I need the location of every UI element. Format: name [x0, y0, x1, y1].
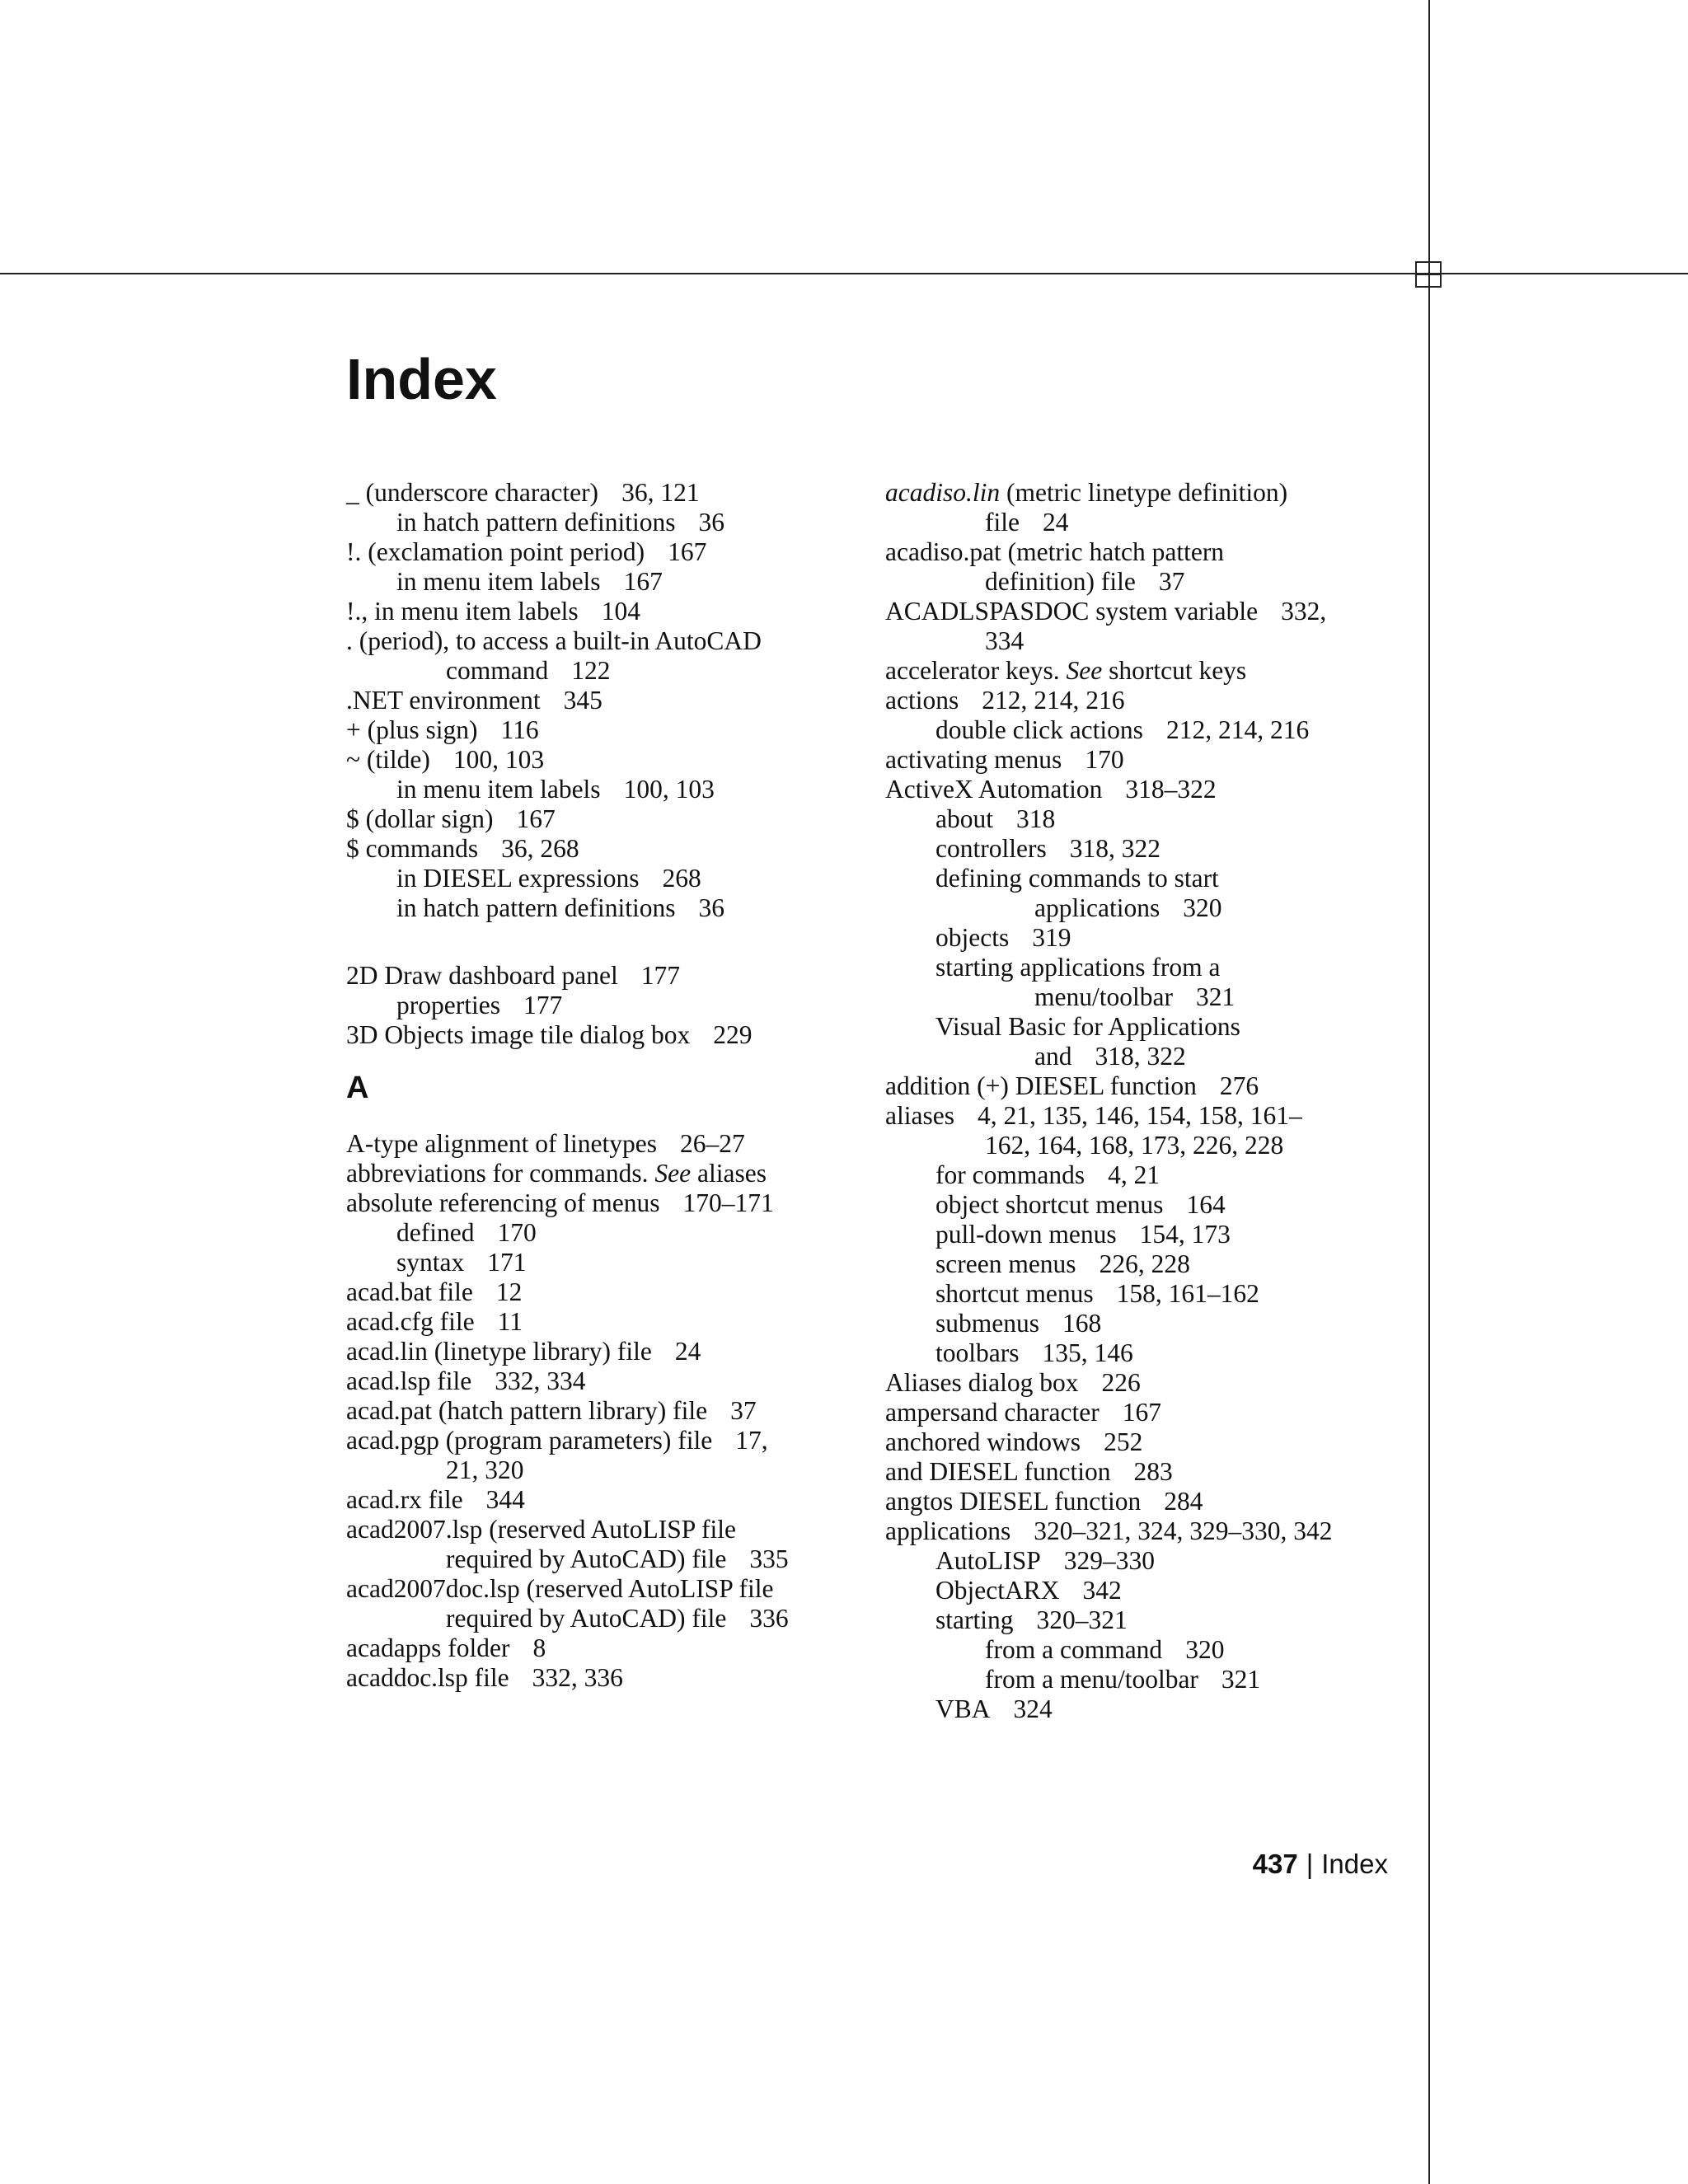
entry-pages: 167	[1122, 1398, 1161, 1427]
entry-term: and DIESEL function	[885, 1457, 1111, 1486]
entry-pages: 212, 214, 216	[1165, 715, 1310, 744]
see-reference: See	[654, 1159, 692, 1188]
index-entry	[885, 1546, 1413, 1576]
entry-term: submenus	[935, 1309, 1039, 1338]
index-entry	[885, 1101, 1413, 1131]
index-entry	[346, 804, 857, 834]
index-entry	[885, 567, 1413, 597]
entry-term: accelerator keys.	[885, 656, 1060, 685]
entry-pages: 344	[485, 1485, 525, 1514]
entry-term: 21, 320	[446, 1455, 524, 1484]
index-entry	[346, 686, 857, 715]
entry-term: starting applications from a	[935, 953, 1221, 982]
entry-pages: 122	[571, 656, 611, 685]
index-entry	[346, 1307, 857, 1337]
index-entry	[346, 1485, 857, 1515]
index-entry	[346, 775, 857, 804]
entry-pages: 164	[1186, 1190, 1226, 1219]
index-entry	[885, 1605, 1413, 1635]
entry-pages: 320–321, 324, 329–330, 342	[1034, 1516, 1333, 1545]
entry-pages: 167	[623, 567, 663, 596]
entry-pages: 226, 228	[1099, 1249, 1190, 1278]
entry-term: aliases	[885, 1101, 954, 1130]
index-entry	[346, 1574, 857, 1604]
entry-pages: 318	[1015, 804, 1056, 833]
index-entry	[885, 537, 1413, 567]
index-entry	[885, 1309, 1413, 1338]
entry-pages: 171	[487, 1248, 527, 1277]
entry-term: controllers	[935, 834, 1047, 863]
index-entry	[885, 1131, 1413, 1160]
entry-term-italic: acadiso.lin	[885, 478, 1001, 507]
entry-pages: 226	[1101, 1368, 1141, 1397]
entry-term: abbreviations for commands.	[346, 1159, 649, 1188]
entry-pages: 177	[640, 961, 681, 990]
entry-term: defined	[396, 1218, 475, 1247]
entry-term: acad2007doc.lsp (reserved AutoLISP file	[346, 1574, 774, 1603]
entry-term: 334	[985, 626, 1025, 655]
entry-term: objects	[935, 923, 1010, 952]
index-entry	[346, 1455, 857, 1485]
entry-pages: 320	[1183, 893, 1222, 922]
page-footer	[1253, 1848, 1388, 1881]
index-entry	[885, 1576, 1413, 1605]
entry-pages: 320–321	[1036, 1605, 1128, 1634]
entry-term: ObjectARX	[935, 1576, 1060, 1605]
index-entry	[346, 656, 857, 686]
entry-term: + (plus sign)	[346, 715, 478, 744]
entry-term: acad.lin (linetype library) file	[346, 1337, 652, 1366]
entry-term: about	[935, 804, 993, 833]
index-entry	[346, 1159, 857, 1188]
index-entry	[346, 1248, 857, 1277]
registration-mark-icon	[1415, 261, 1442, 288]
index-entry	[346, 1188, 857, 1218]
entry-pages: 37	[1158, 567, 1185, 596]
entry-term: defining commands to start	[935, 864, 1219, 893]
entry-term: $ (dollar sign)	[346, 804, 494, 833]
entry-term: acadapps folder	[346, 1633, 510, 1662]
entry-term: file	[985, 508, 1020, 537]
index-entry	[346, 537, 857, 567]
entry-pages: 324	[1013, 1694, 1053, 1723]
index-entry	[885, 508, 1413, 537]
entry-term: acad.cfg file	[346, 1307, 475, 1336]
index-entry	[885, 1694, 1413, 1724]
entry-term: shortcut menus	[935, 1279, 1094, 1308]
entry-term: in DIESEL expressions	[396, 864, 640, 893]
index-entry	[885, 1427, 1413, 1457]
entry-pages: 8	[532, 1633, 546, 1662]
index-entry	[885, 1665, 1413, 1694]
index-entry	[885, 893, 1413, 923]
entry-pages: 37	[730, 1396, 757, 1425]
entry-pages: 24	[674, 1337, 701, 1366]
entry-term: acad.bat file	[346, 1277, 473, 1306]
entry-pages: 154, 173	[1139, 1220, 1231, 1249]
index-entry	[346, 1218, 857, 1248]
index-entry	[885, 1042, 1413, 1071]
entry-term: AutoLISP	[935, 1546, 1041, 1575]
entry-term: command	[446, 656, 549, 685]
index-entry	[885, 864, 1413, 893]
entry-pages: 318–322	[1125, 775, 1217, 804]
index-entry	[885, 1279, 1413, 1309]
index-entry	[885, 715, 1413, 745]
entry-term: 3D Objects image tile dialog box	[346, 1020, 691, 1049]
entry-pages: 284	[1164, 1487, 1203, 1516]
entry-term: ACADLSPASDOC system variable	[885, 597, 1259, 626]
index-entry	[885, 686, 1413, 715]
index-entry	[346, 1396, 857, 1426]
entry-term: absolute referencing of menus	[346, 1188, 660, 1217]
entry-pages: 276	[1219, 1071, 1259, 1100]
entry-term: . (period), to access a built-in AutoCAD	[346, 626, 762, 655]
index-entry	[346, 508, 857, 537]
entry-pages: 283	[1133, 1457, 1173, 1486]
entry-pages: 318, 322	[1069, 834, 1160, 863]
entry-pages: 36, 268	[501, 834, 579, 863]
entry-pages: 252	[1104, 1427, 1143, 1456]
entry-term: toolbars	[935, 1338, 1020, 1367]
entry-term: menu/toolbar	[1034, 982, 1173, 1011]
index-entry	[885, 1398, 1413, 1427]
entry-term: from a menu/toolbar	[985, 1665, 1198, 1694]
entry-term: in menu item labels	[396, 775, 601, 804]
entry-pages: 332,	[1281, 597, 1327, 626]
index-entry	[885, 745, 1413, 775]
entry-pages: 36	[698, 508, 725, 537]
entry-pages: 158, 161–162	[1116, 1279, 1259, 1308]
entry-term: properties	[396, 991, 500, 1019]
entry-term: pull-down menus	[935, 1220, 1117, 1249]
index-entry	[885, 1516, 1413, 1546]
entry-pages: 168	[1062, 1309, 1102, 1338]
index-entry	[885, 1012, 1413, 1042]
entry-pages: 319	[1032, 923, 1071, 952]
entry-pages: 321	[1221, 1665, 1261, 1694]
index-entry	[885, 1635, 1413, 1665]
index-entry	[346, 864, 857, 893]
entry-term: acad2007.lsp (reserved AutoLISP file	[346, 1515, 736, 1544]
entry-pages: 229	[713, 1020, 753, 1049]
entry-term: from a command	[985, 1635, 1163, 1664]
entry-pages: 177	[523, 991, 563, 1019]
entry-pages: 116	[500, 715, 539, 744]
entry-term: screen menus	[935, 1249, 1076, 1278]
entry-term: acad.rx file	[346, 1485, 463, 1514]
entry-pages: 345	[563, 686, 603, 715]
entry-term: ampersand character	[885, 1398, 1100, 1427]
entry-term: Visual Basic for Applications	[935, 1012, 1240, 1041]
entry-pages: 320	[1185, 1635, 1225, 1664]
entry-pages: 36	[698, 893, 725, 922]
index-entry	[885, 1487, 1413, 1516]
index-entry	[346, 1020, 857, 1050]
entry-pages: 26–27	[680, 1129, 745, 1158]
index-letter-heading: A	[346, 1071, 369, 1105]
entry-term: Aliases dialog box	[885, 1368, 1079, 1397]
index-entry	[346, 715, 857, 745]
section-spacer	[346, 923, 857, 961]
index-entry	[346, 961, 857, 991]
index-entry	[346, 834, 857, 864]
index-entry	[885, 656, 1413, 686]
entry-pages: 268	[662, 864, 701, 893]
entry-pages: 212, 214, 216	[982, 686, 1125, 715]
entry-term: anchored windows	[885, 1427, 1081, 1456]
index-entry	[346, 991, 857, 1020]
entry-term: required by AutoCAD) file	[446, 1604, 727, 1633]
index-entry	[885, 1071, 1413, 1101]
entry-pages: 321	[1195, 982, 1236, 1011]
index-entry	[885, 1457, 1413, 1487]
entry-pages: 329–330	[1063, 1546, 1156, 1575]
index-entry	[885, 597, 1413, 626]
index-entry	[346, 893, 857, 923]
entry-pages: 135, 146	[1042, 1338, 1133, 1367]
entry-term: actions	[885, 686, 959, 715]
page-number: 437	[1252, 1849, 1298, 1879]
index-entry	[885, 626, 1413, 656]
index-entry	[885, 775, 1413, 804]
entry-term: acad.pat (hatch pattern library) file	[346, 1396, 708, 1425]
index-entry	[885, 478, 1413, 508]
entry-term: syntax	[396, 1248, 465, 1277]
entry-pages: 36, 121	[621, 478, 700, 507]
index-entry	[346, 1663, 857, 1693]
entry-term: acad.pgp (program parameters) file	[346, 1426, 713, 1455]
index-entry	[346, 597, 857, 626]
entry-pages: 24	[1042, 508, 1069, 537]
entry-term: acaddoc.lsp file	[346, 1663, 509, 1692]
entry-pages: 104	[601, 597, 640, 626]
index-column-left	[346, 478, 857, 1693]
entry-pages: 336	[749, 1604, 789, 1633]
entry-term: 162, 164, 168, 173, 226, 228	[985, 1131, 1284, 1160]
index-entry	[885, 1368, 1413, 1398]
index-entry	[346, 1277, 857, 1307]
entry-pages: 332, 334	[495, 1366, 586, 1395]
entry-term: required by AutoCAD) file	[446, 1544, 727, 1573]
index-entry	[885, 1220, 1413, 1249]
entry-term: applications	[1034, 893, 1160, 922]
entry-term: starting	[935, 1605, 1014, 1634]
footer-section-label: Index	[1321, 1849, 1388, 1879]
index-entry	[346, 1633, 857, 1663]
index-entry	[346, 626, 857, 656]
index-entry	[346, 567, 857, 597]
see-reference: See	[1066, 656, 1103, 685]
entry-pages: 100, 103	[452, 745, 545, 774]
see-target: shortcut keys	[1109, 656, 1247, 685]
entry-term: A-type alignment of linetypes	[346, 1129, 658, 1158]
index-entry	[885, 1338, 1413, 1368]
entry-term: ActiveX Automation	[885, 775, 1103, 804]
entry-term: and	[1034, 1042, 1072, 1071]
entry-pages: 170	[497, 1218, 537, 1247]
entry-term: 2D Draw dashboard panel	[346, 961, 618, 990]
see-target: aliases	[697, 1159, 767, 1188]
entry-pages: 17,	[735, 1426, 768, 1455]
index-entry	[885, 1249, 1413, 1279]
index-entry	[885, 804, 1413, 834]
entry-term: activating menus	[885, 745, 1062, 774]
entry-pages: 170–171	[682, 1188, 774, 1217]
entry-term: addition (+) DIESEL function	[885, 1071, 1197, 1100]
entry-pages: 318, 322	[1095, 1042, 1186, 1071]
index-entry	[885, 834, 1413, 864]
entry-term: in menu item labels	[396, 567, 601, 596]
entry-term: acadiso.pat (metric hatch pattern	[885, 537, 1225, 566]
entry-term: _ (underscore character)	[346, 478, 599, 507]
index-entry	[346, 745, 857, 775]
entry-pages: 4, 21, 135, 146, 154, 158, 161–	[977, 1101, 1302, 1130]
index-entry	[885, 923, 1413, 953]
index-entry	[346, 1604, 857, 1633]
entry-pages: 342	[1082, 1576, 1122, 1605]
entry-term: object shortcut menus	[935, 1190, 1164, 1219]
entry-term: $ commands	[346, 834, 479, 863]
entry-pages: 167	[668, 537, 707, 566]
entry-term: angtos DIESEL function	[885, 1487, 1142, 1516]
entry-pages: 12	[495, 1277, 523, 1306]
entry-term: in hatch pattern definitions	[396, 893, 676, 922]
entry-term: (metric linetype definition)	[1000, 478, 1288, 507]
index-entry	[346, 1129, 857, 1159]
index-entry	[346, 478, 857, 508]
index-entry	[346, 1337, 857, 1366]
index-entry	[885, 1160, 1413, 1190]
entry-pages: 11	[497, 1307, 523, 1336]
entry-term: VBA	[935, 1694, 991, 1723]
entry-term: !. (exclamation point period)	[346, 537, 645, 566]
entry-term: definition) file	[985, 567, 1136, 596]
entry-term: !., in menu item labels	[346, 597, 579, 626]
crop-mark-vertical	[1428, 0, 1430, 2184]
entry-pages: 167	[516, 804, 556, 833]
index-entry	[346, 1366, 857, 1396]
entry-term: double click actions	[935, 715, 1143, 744]
index-entry	[346, 1544, 857, 1574]
index-entry	[346, 1426, 857, 1455]
page-title: Index	[346, 347, 497, 411]
entry-term: .NET environment	[346, 686, 541, 715]
footer-separator: |	[1306, 1849, 1314, 1879]
index-entry	[885, 953, 1413, 982]
entry-term: acad.lsp file	[346, 1366, 472, 1395]
entry-term: in hatch pattern definitions	[396, 508, 676, 537]
entry-pages: 335	[749, 1544, 789, 1573]
entry-pages: 4, 21	[1108, 1160, 1160, 1189]
entry-term: for commands	[935, 1160, 1085, 1189]
entry-pages: 170	[1085, 745, 1124, 774]
index-entry	[885, 982, 1413, 1012]
entry-term: ~ (tilde)	[346, 745, 430, 774]
index-entry	[346, 1515, 857, 1544]
index-column-right	[885, 478, 1413, 1724]
entry-pages: 100, 103	[623, 775, 715, 804]
index-entry	[885, 1190, 1413, 1220]
entry-pages: 332, 336	[532, 1663, 623, 1692]
entry-term: applications	[885, 1516, 1011, 1545]
